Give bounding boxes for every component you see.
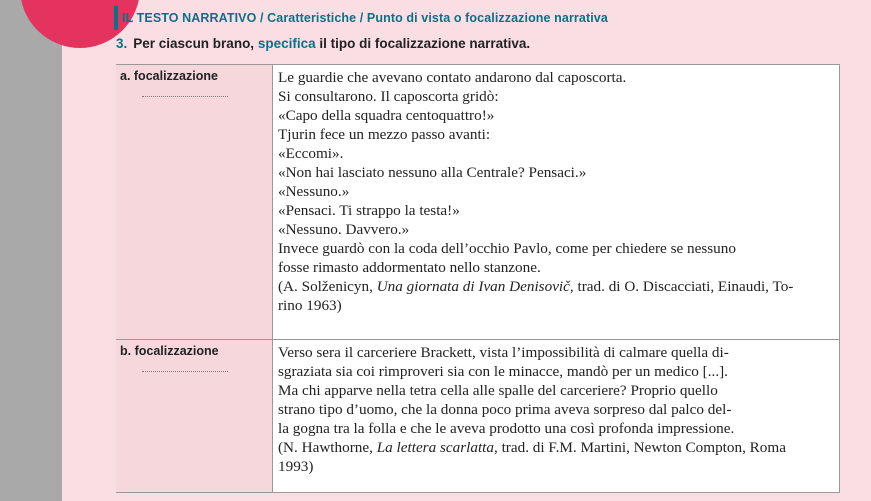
instruction-highlight: specifica xyxy=(257,36,316,51)
passage-line: Ma chi apparve nella tetra cella alle spalle del carceriere? Proprio quello xyxy=(278,382,718,399)
passage-line: Si consultarono. Il caposcorta gridò: xyxy=(278,88,499,105)
passage-source-end: rino 1963) xyxy=(278,297,342,314)
passage-line: fosse rimasto addormentato nello stanzone. xyxy=(278,259,541,276)
passage-b xyxy=(272,340,840,492)
page-header-title: IL TESTO NARRATIVO / Caratteristiche / Punto di vista o focalizzazione narrativa xyxy=(122,11,608,25)
passage-line: «Pensaci. Ti strappo la testa!» xyxy=(278,202,460,219)
source-title: La lettera scarlatta xyxy=(376,439,494,456)
answer-blank-a[interactable] xyxy=(142,96,228,97)
passage-line: Invece guardò con la coda dell’occhio Pavlo, come per chiedere se nessuno xyxy=(278,240,736,257)
instruction-suffix: il tipo di focalizzazione narrativa. xyxy=(319,36,531,51)
passage-line: strano tipo d’uomo, che la donna poco prima aveva sorpreso dal palco del- xyxy=(278,401,732,418)
label-b: b. focalizzazione xyxy=(120,344,219,358)
passage-a xyxy=(272,65,840,340)
passage-line: Verso sera il carceriere Brackett, vista l’impossibilità di calmare quella di- xyxy=(278,344,729,361)
passage-line: «Capo della squadra centoquattro!» xyxy=(278,107,495,124)
source-title: Una giornata di Ivan Denisovič xyxy=(376,278,570,295)
exercise-row-b xyxy=(116,339,840,493)
left-margin-strip xyxy=(0,0,62,501)
label-cell-b xyxy=(116,340,272,492)
passage-line: Le guardie che avevano contato andarono dal caposcorta. xyxy=(278,69,627,86)
label-a: a. focalizzazione xyxy=(120,69,218,83)
header-accent-bar xyxy=(114,6,118,30)
instruction-prefix: Per ciascun brano, xyxy=(133,36,255,51)
exercise-row-a xyxy=(116,64,840,340)
passage-line: la gogna tra la folla e che le aveva prodotto una così profonda impressione. xyxy=(278,420,735,437)
answer-blank-b[interactable] xyxy=(142,371,228,372)
exercise-instruction xyxy=(116,36,530,51)
passage-line: Tjurin fece un mezzo passo avanti: xyxy=(278,126,491,143)
source-prefix: (N. Hawthorne, xyxy=(278,439,377,456)
passage-source xyxy=(278,438,839,457)
exercise-number: 3. xyxy=(116,36,128,51)
passage-line: «Nessuno.» xyxy=(278,183,350,200)
passage-line: «Nessuno. Davvero.» xyxy=(278,221,410,238)
passage-line: sgraziata sia coi rimproveri sia con le minacce, mandò per un medico [...]. xyxy=(278,363,728,380)
passage-line: «Eccomi». xyxy=(278,145,344,162)
passage-line: «Non hai lasciato nessuno alla Centrale? Pensaci.» xyxy=(278,164,587,181)
source-suffix: , trad. di F.M. Martini, Newton Compton, Roma xyxy=(493,439,786,456)
passage-source xyxy=(278,277,839,296)
source-prefix: (A. Solženicyn, xyxy=(278,278,377,295)
label-cell-a xyxy=(116,65,272,340)
source-suffix: , trad. di O. Discacciati, Einaudi, To- xyxy=(569,278,794,295)
passage-source-end: 1993) xyxy=(278,458,314,475)
